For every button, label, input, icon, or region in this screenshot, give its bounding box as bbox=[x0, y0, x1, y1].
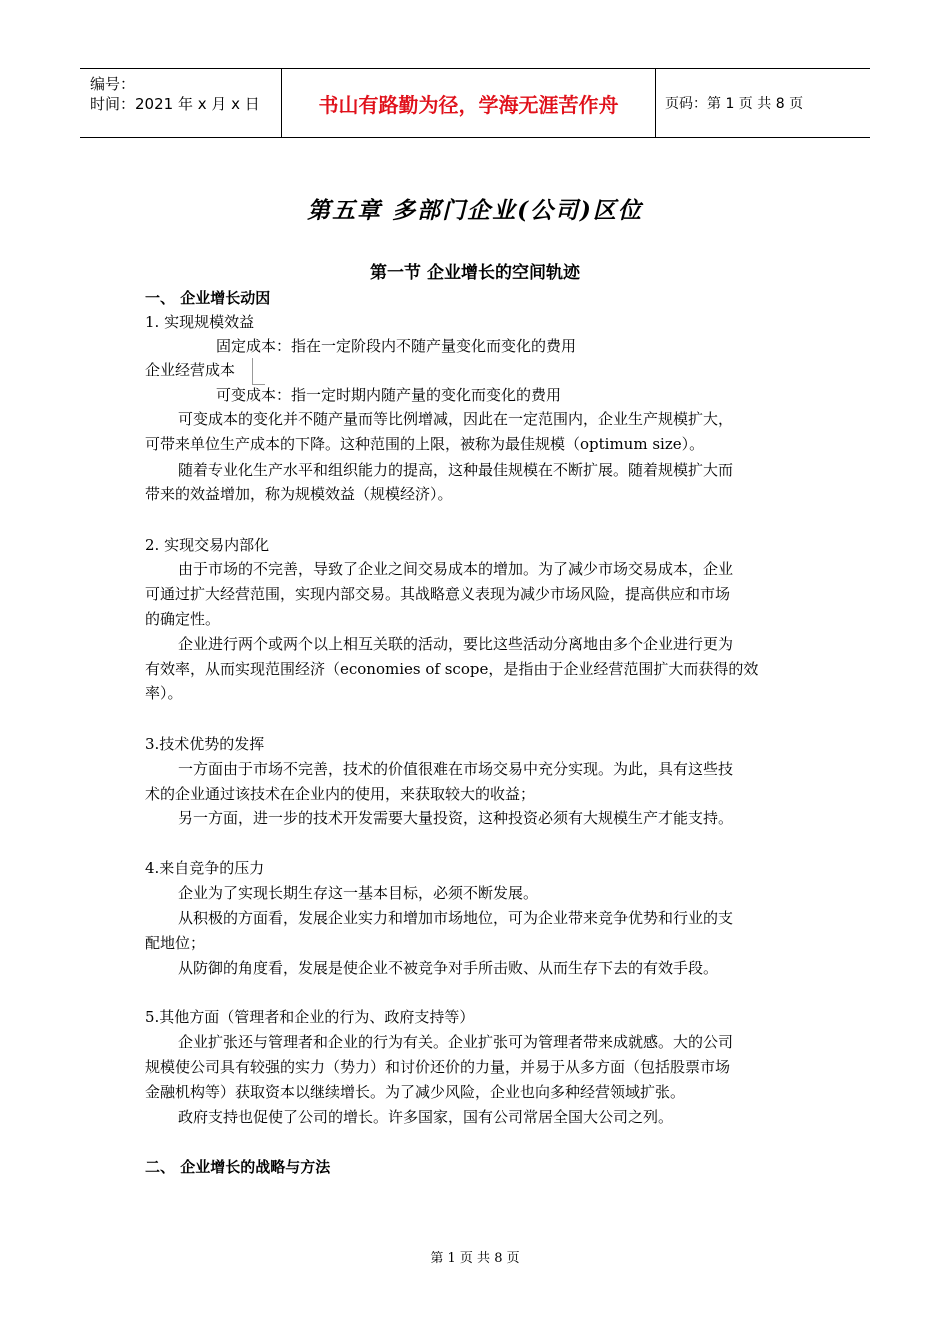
paragraph-line: 政府支持也促使了公司的增长。许多国家，国有公司常居全国大公司之列。 bbox=[178, 1108, 674, 1126]
paragraph-line: 企业进行两个或两个以上相互关联的活动，要比这些活动分离地由多个企业进行更为 bbox=[178, 635, 734, 653]
paragraph-line: 可变成本的变化并不随产量而等比例增减，因此在一定范围内，企业生产规模扩大， bbox=[178, 410, 734, 428]
subheading-2: 2. 实现交易内部化 bbox=[145, 536, 270, 554]
subheading-4: 4.来自竞争的压力 bbox=[145, 859, 265, 877]
paragraph-line: 带来的效益增加，称为规模效益（规模经济）。 bbox=[145, 485, 453, 503]
motto: 书山有路勤为径，学海无涯苦作舟 bbox=[281, 69, 656, 137]
number-label: 编号： bbox=[90, 75, 136, 93]
paragraph-line: 从积极的方面看，发展企业实力和增加市场地位，可为企业带来竞争优势和行业的支 bbox=[178, 909, 734, 927]
paragraph-line: 有效率，从而实现范围经济（economies of scope，是指由于企业经营范围扩大而获得的效 bbox=[145, 660, 759, 678]
paragraph-line: 从防御的角度看，发展是使企业不被竞争对手所击败、从而生存下去的有效手段。 bbox=[178, 959, 719, 977]
paragraph-line: 规模使公司具有较强的实力（势力）和讨价还价的力量，并易于从多方面（包括股票市场 bbox=[145, 1058, 731, 1076]
paragraph-line: 另一方面，进一步的技术开发需要大量投资，这种投资必须有大规模生产才能支持。 bbox=[178, 809, 734, 827]
header-left-cell bbox=[80, 69, 280, 137]
chapter-title: 第五章 多部门企业(公司)区位 bbox=[307, 197, 643, 224]
section-title: 第一节 企业增长的空间轨迹 bbox=[370, 263, 580, 283]
text-line: 可变成本：指一定时期内随产量的变化而变化的费用 bbox=[216, 386, 562, 404]
paragraph-line: 金融机构等）获取资本以继续增长。为了减少风险，企业也向多种经营领域扩张。 bbox=[145, 1083, 686, 1101]
paragraph-line: 随着专业化生产水平和组织能力的提高，这种最佳规模在不断扩展。随着规模扩大而 bbox=[178, 461, 734, 479]
brace-connector bbox=[252, 358, 265, 385]
subheading-5: 5.其他方面（管理者和企业的行为、政府支持等） bbox=[145, 1008, 475, 1026]
subheading-1: 1. 实现规模效益 bbox=[145, 313, 255, 331]
page-info: 页码：第 1 页 共 8 页 bbox=[665, 96, 804, 112]
paragraph-line: 由于市场的不完善，导致了企业之间交易成本的增加。为了减少市场交易成本，企业 bbox=[178, 560, 734, 578]
header-table bbox=[80, 68, 870, 138]
heading-2: 二、 企业增长的战略与方法 bbox=[145, 1158, 331, 1176]
heading-1: 一、 企业增长动因 bbox=[145, 289, 271, 307]
paragraph-line: 的确定性。 bbox=[145, 610, 221, 628]
paragraph-line: 企业扩张还与管理者和企业的行为有关。企业扩张可为管理者带来成就感。大的公司 bbox=[178, 1033, 734, 1051]
paragraph-line: 率）。 bbox=[145, 684, 183, 702]
text-line: 固定成本：指在一定阶段内不随产量变化而变化的费用 bbox=[216, 337, 577, 355]
text-line: 企业经营成本 bbox=[145, 361, 236, 379]
paragraph-line: 配地位； bbox=[145, 934, 206, 952]
paragraph-line: 可带来单位生产成本的下降。这种范围的上限，被称为最佳规模（optimum size）。 bbox=[145, 435, 705, 453]
paragraph-line: 企业为了实现长期生存这一基本目标，必须不断发展。 bbox=[178, 884, 539, 902]
date-line: 时间：2021 年 x 月 x 日 bbox=[90, 95, 260, 113]
paragraph-line: 术的企业通过该技术在企业内的使用，来获取较大的收益； bbox=[145, 785, 536, 803]
page-footer: 第 1 页 共 8 页 bbox=[430, 1251, 520, 1266]
subheading-3: 3.技术优势的发挥 bbox=[145, 735, 265, 753]
paragraph-line: 一方面由于市场不完善，技术的价值很难在市场交易中充分实现。为此，具有这些技 bbox=[178, 760, 734, 778]
paragraph-line: 可通过扩大经营范围，实现内部交易。其战略意义表现为减少市场风险，提高供应和市场 bbox=[145, 585, 731, 603]
